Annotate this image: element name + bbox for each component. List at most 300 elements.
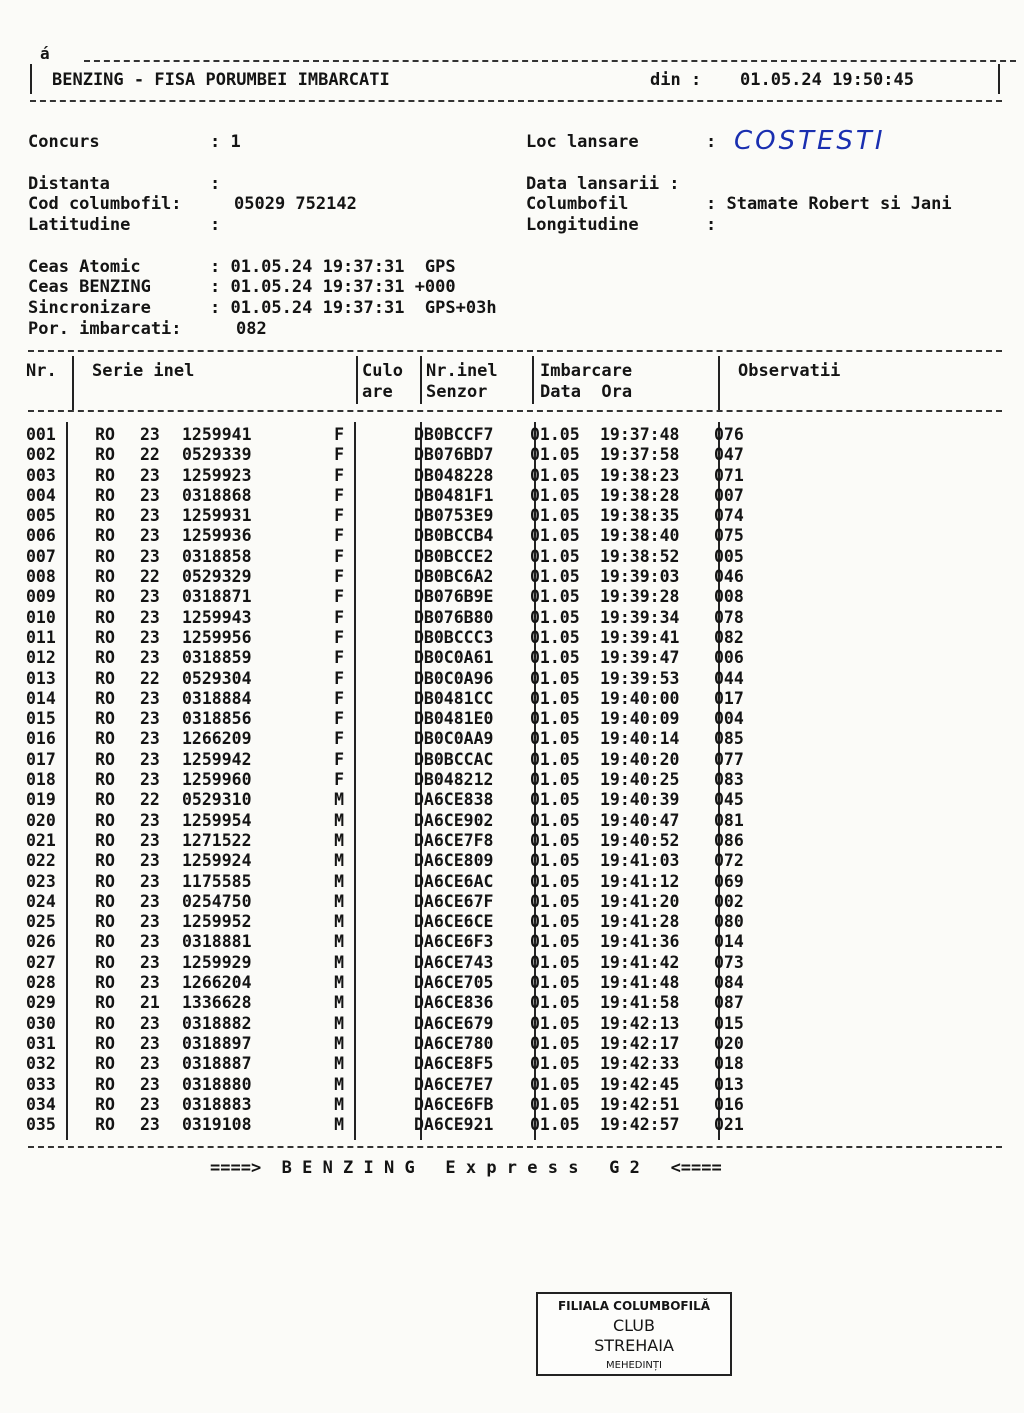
- row-tara: RO: [95, 607, 115, 627]
- row-data: 01.05: [530, 810, 580, 830]
- row-tara: RO: [95, 749, 115, 769]
- row-ring-number: 1259954: [182, 810, 252, 830]
- row-ring-number: 1271522: [182, 830, 252, 850]
- table-row: [26, 892, 774, 912]
- col-divider-culoare: [420, 356, 422, 404]
- row-observatii: 085: [714, 729, 744, 749]
- row-tara: RO: [95, 1054, 115, 1074]
- row-sex: M: [334, 993, 344, 1013]
- row-observatii: 087: [714, 993, 744, 1013]
- row-ring-number: 1259941: [182, 425, 252, 444]
- ceas-atomic-label: Ceas Atomic: [28, 257, 141, 277]
- table-row: [26, 872, 774, 892]
- row-nr: 021: [26, 830, 56, 850]
- row-ring-number: 1259956: [182, 627, 252, 647]
- row-sex: F: [334, 648, 344, 668]
- row-culoare: [350, 648, 410, 668]
- table-row: [26, 1115, 774, 1135]
- distanta-sep: :: [210, 174, 221, 194]
- porumbei-imbarcati-label: Por. imbarcati:: [28, 319, 182, 339]
- corner-mark: á: [40, 44, 50, 63]
- row-culoare: [350, 628, 410, 648]
- row-an: 23: [140, 871, 160, 891]
- row-data: 01.05: [530, 1013, 580, 1033]
- row-ring-number: 1259929: [182, 952, 252, 972]
- col-header-serie-inel: Serie inel: [92, 361, 195, 381]
- stamp-line-2: CLUB: [613, 1316, 655, 1335]
- row-culoare: [350, 709, 410, 729]
- row-data: 01.05: [530, 526, 580, 546]
- row-observatii: 020: [714, 1033, 744, 1053]
- row-data: 01.05: [530, 729, 580, 749]
- row-ring-number: 0318884: [182, 688, 252, 708]
- row-observatii: 045: [714, 790, 744, 810]
- row-sex: F: [334, 445, 344, 465]
- row-tara: RO: [95, 567, 115, 587]
- sincronizare-value: : 01.05.24 19:37:31 GPS+03h: [210, 298, 497, 318]
- row-senzor: DB0BCCF7: [414, 425, 494, 444]
- row-observatii: 004: [714, 709, 744, 729]
- table-row: [26, 648, 774, 668]
- row-ring-number: 0318897: [182, 1033, 252, 1053]
- row-ring-number: 0254750: [182, 891, 252, 911]
- row-ring-number: 1259931: [182, 506, 252, 526]
- footer-banner: ====> B E N Z I N G E x p r e s s G 2 <====: [210, 1158, 722, 1178]
- club-stamp: [536, 1292, 732, 1376]
- row-ring-number: 0318859: [182, 648, 252, 668]
- row-tara: RO: [95, 973, 115, 993]
- row-nr: 011: [26, 627, 56, 647]
- table-row: [26, 425, 774, 445]
- row-sex: F: [334, 668, 344, 688]
- row-ring-number: 1259923: [182, 465, 252, 485]
- row-sex: F: [334, 688, 344, 708]
- row-ring-number: 0318881: [182, 932, 252, 952]
- row-nr: 023: [26, 871, 56, 891]
- col-header-observatii: Observatii: [738, 361, 841, 381]
- row-observatii: 075: [714, 526, 744, 546]
- row-tara: RO: [95, 729, 115, 749]
- row-ring-number: 0318868: [182, 485, 252, 505]
- row-nr: 013: [26, 668, 56, 688]
- row-culoare: [350, 445, 410, 465]
- row-nr: 025: [26, 912, 56, 932]
- row-nr: 029: [26, 993, 56, 1013]
- row-ora: 19:39:41: [600, 627, 680, 647]
- row-nr: 018: [26, 770, 56, 790]
- row-senzor: DB0753E9: [414, 506, 494, 526]
- row-ring-number: 1259943: [182, 607, 252, 627]
- row-observatii: 013: [714, 1074, 744, 1094]
- row-ora: 19:40:09: [600, 709, 680, 729]
- row-tara: RO: [95, 932, 115, 952]
- row-data: 01.05: [530, 709, 580, 729]
- row-observatii: 018: [714, 1054, 744, 1074]
- row-senzor: DA6CE6FB: [414, 1094, 494, 1114]
- row-ora: 19:41:48: [600, 973, 680, 993]
- row-tara: RO: [95, 1115, 115, 1135]
- row-observatii: 073: [714, 952, 744, 972]
- row-ring-number: 0529304: [182, 668, 252, 688]
- col-header-nr: Nr.: [26, 361, 57, 381]
- row-nr: 012: [26, 648, 56, 668]
- row-nr: 032: [26, 1054, 56, 1074]
- row-an: 23: [140, 1033, 160, 1053]
- porumbei-imbarcati-value: 082: [236, 319, 267, 339]
- row-data: 01.05: [530, 506, 580, 526]
- row-senzor: DB048212: [414, 770, 494, 790]
- row-nr: 001: [26, 425, 56, 444]
- stamp-line-4: MEHEDINȚI: [606, 1360, 662, 1371]
- row-tara: RO: [95, 1074, 115, 1094]
- row-sex: M: [334, 973, 344, 993]
- row-data: 01.05: [530, 1074, 580, 1094]
- row-data: 01.05: [530, 749, 580, 769]
- row-data: 01.05: [530, 871, 580, 891]
- row-nr: 019: [26, 790, 56, 810]
- row-nr: 005: [26, 506, 56, 526]
- row-sex: F: [334, 607, 344, 627]
- row-an: 23: [140, 1013, 160, 1033]
- col-header-nrinel-2: Senzor: [426, 382, 488, 402]
- row-an: 23: [140, 932, 160, 952]
- row-tara: RO: [95, 587, 115, 607]
- row-observatii: 008: [714, 587, 744, 607]
- row-sex: M: [334, 851, 344, 871]
- longitudine-label: Longitudine: [526, 215, 639, 235]
- table-row: [26, 628, 774, 648]
- table-row: [26, 1095, 774, 1115]
- row-observatii: 072: [714, 851, 744, 871]
- row-nr: 020: [26, 810, 56, 830]
- row-senzor: DB0BCCE2: [414, 546, 494, 566]
- row-data: 01.05: [530, 668, 580, 688]
- row-tara: RO: [95, 425, 115, 444]
- row-data: 01.05: [530, 627, 580, 647]
- row-an: 23: [140, 749, 160, 769]
- row-data: 01.05: [530, 932, 580, 952]
- row-sex: F: [334, 770, 344, 790]
- row-observatii: 078: [714, 607, 744, 627]
- row-ora: 19:38:52: [600, 546, 680, 566]
- row-an: 22: [140, 567, 160, 587]
- row-ring-number: 1266209: [182, 729, 252, 749]
- row-culoare: [350, 1095, 410, 1115]
- concurs-value: : 1: [210, 132, 241, 152]
- row-culoare: [350, 1115, 410, 1135]
- row-data: 01.05: [530, 1115, 580, 1135]
- latitudine-sep: :: [210, 215, 221, 235]
- row-sex: M: [334, 1094, 344, 1114]
- row-observatii: 084: [714, 973, 744, 993]
- row-nr: 028: [26, 973, 56, 993]
- distanta-label: Distanta: [28, 174, 110, 194]
- row-ora: 19:37:48: [600, 425, 680, 444]
- row-ring-number: 0318882: [182, 1013, 252, 1033]
- row-observatii: 014: [714, 932, 744, 952]
- row-culoare: [350, 587, 410, 607]
- row-tara: RO: [95, 851, 115, 871]
- row-senzor: DA6CE780: [414, 1033, 494, 1053]
- row-data: 01.05: [530, 1033, 580, 1053]
- row-ring-number: 0529329: [182, 567, 252, 587]
- row-ora: 19:39:47: [600, 648, 680, 668]
- row-ring-number: 0319108: [182, 1115, 252, 1135]
- row-data: 01.05: [530, 587, 580, 607]
- row-an: 23: [140, 688, 160, 708]
- row-tara: RO: [95, 912, 115, 932]
- stamp-line-1: FILIALA COLUMBOFILĂ: [557, 1299, 711, 1313]
- row-an: 23: [140, 546, 160, 566]
- row-sex: F: [334, 425, 344, 444]
- row-data: 01.05: [530, 425, 580, 444]
- row-observatii: 017: [714, 688, 744, 708]
- row-ora: 19:40:00: [600, 688, 680, 708]
- row-nr: 030: [26, 1013, 56, 1033]
- row-sex: F: [334, 627, 344, 647]
- row-culoare: [350, 932, 410, 952]
- row-tara: RO: [95, 485, 115, 505]
- table-row: [26, 587, 774, 607]
- table-row: [26, 547, 774, 567]
- table-row: [26, 669, 774, 689]
- row-data: 01.05: [530, 912, 580, 932]
- col-divider-senzor: [532, 356, 534, 404]
- row-senzor: DB0481E0: [414, 709, 494, 729]
- row-ora: 19:38:40: [600, 526, 680, 546]
- header-left-border: [30, 64, 32, 94]
- row-an: 23: [140, 465, 160, 485]
- row-ora: 19:40:52: [600, 830, 680, 850]
- row-sex: M: [334, 1033, 344, 1053]
- row-nr: 007: [26, 546, 56, 566]
- row-senzor: DA6CE7F8: [414, 830, 494, 850]
- row-observatii: 069: [714, 871, 744, 891]
- row-sex: F: [334, 749, 344, 769]
- row-tara: RO: [95, 871, 115, 891]
- row-culoare: [350, 892, 410, 912]
- row-nr: 024: [26, 891, 56, 911]
- row-nr: 027: [26, 952, 56, 972]
- row-senzor: DA6CE679: [414, 1013, 494, 1033]
- col-header-nrinel-1: Nr.inel: [426, 361, 498, 381]
- row-tara: RO: [95, 506, 115, 526]
- row-ora: 19:42:17: [600, 1033, 680, 1053]
- col-divider-imbarcare: [718, 356, 720, 410]
- row-tara: RO: [95, 445, 115, 465]
- row-data: 01.05: [530, 790, 580, 810]
- row-ora: 19:41:58: [600, 993, 680, 1013]
- row-culoare: [350, 831, 410, 851]
- row-ring-number: 0318856: [182, 709, 252, 729]
- table-row: [26, 608, 774, 628]
- row-data: 01.05: [530, 770, 580, 790]
- row-data: 01.05: [530, 993, 580, 1013]
- row-tara: RO: [95, 993, 115, 1013]
- concurs-label: Concurs: [28, 132, 100, 152]
- row-ring-number: 1259952: [182, 912, 252, 932]
- row-tara: RO: [95, 891, 115, 911]
- row-an: 23: [140, 1074, 160, 1094]
- table-row: [26, 831, 774, 851]
- sincronizare-label: Sincronizare: [28, 298, 151, 318]
- columbofil-label: Columbofil: [526, 194, 629, 214]
- table-row: [26, 973, 774, 993]
- row-observatii: 081: [714, 810, 744, 830]
- row-nr: 031: [26, 1033, 56, 1053]
- row-culoare: [350, 689, 410, 709]
- row-ora: 19:39:28: [600, 587, 680, 607]
- row-ora: 19:41:36: [600, 932, 680, 952]
- row-nr: 002: [26, 445, 56, 465]
- row-ora: 19:39:03: [600, 567, 680, 587]
- table-row: [26, 993, 774, 1013]
- row-data: 01.05: [530, 607, 580, 627]
- row-ora: 19:39:53: [600, 668, 680, 688]
- row-nr: 003: [26, 465, 56, 485]
- row-an: 21: [140, 993, 160, 1013]
- row-culoare: [350, 1014, 410, 1034]
- row-culoare: [350, 872, 410, 892]
- row-sex: F: [334, 485, 344, 505]
- row-culoare: [350, 466, 410, 486]
- table-row: [26, 912, 774, 932]
- loc-lansare-label: Loc lansare: [526, 132, 639, 152]
- row-culoare: [350, 567, 410, 587]
- data-lansarii-label: Data lansarii :: [526, 174, 680, 194]
- row-data: 01.05: [530, 485, 580, 505]
- row-an: 23: [140, 425, 160, 444]
- table-row: [26, 1054, 774, 1074]
- row-ring-number: 0529339: [182, 445, 252, 465]
- row-data: 01.05: [530, 546, 580, 566]
- row-an: 23: [140, 587, 160, 607]
- table-row: [26, 851, 774, 871]
- row-nr: 009: [26, 587, 56, 607]
- row-ora: 19:41:20: [600, 891, 680, 911]
- row-data: 01.05: [530, 445, 580, 465]
- row-senzor: DB076BD7: [414, 445, 494, 465]
- table-row: [26, 689, 774, 709]
- row-tara: RO: [95, 790, 115, 810]
- loc-lansare-handwritten: COSTESTI: [734, 126, 886, 156]
- row-sex: F: [334, 587, 344, 607]
- row-culoare: [350, 669, 410, 689]
- row-ring-number: 1336628: [182, 993, 252, 1013]
- row-senzor: DB0BCCB4: [414, 526, 494, 546]
- row-ring-number: 1259942: [182, 749, 252, 769]
- header-right-border: [998, 64, 1000, 94]
- row-ring-number: 0318883: [182, 1094, 252, 1114]
- table-row: [26, 506, 774, 526]
- col-header-imbarcare-1: Imbarcare: [540, 361, 633, 381]
- header-top-rule: [84, 60, 1016, 62]
- table-row: [26, 770, 774, 790]
- row-observatii: 046: [714, 567, 744, 587]
- table-row: [26, 932, 774, 952]
- row-tara: RO: [95, 952, 115, 972]
- row-nr: 033: [26, 1074, 56, 1094]
- row-observatii: 044: [714, 668, 744, 688]
- row-an: 23: [140, 506, 160, 526]
- row-nr: 035: [26, 1115, 56, 1135]
- row-senzor: DB0C0AA9: [414, 729, 494, 749]
- table-row: [26, 445, 774, 465]
- row-senzor: DB076B80: [414, 607, 494, 627]
- row-sex: M: [334, 790, 344, 810]
- row-data: 01.05: [530, 1054, 580, 1074]
- row-sex: F: [334, 506, 344, 526]
- row-observatii: 076: [714, 425, 744, 444]
- row-sex: M: [334, 912, 344, 932]
- row-culoare: [350, 486, 410, 506]
- row-observatii: 015: [714, 1013, 744, 1033]
- loc-lansare-sep: :: [706, 132, 717, 152]
- row-culoare: [350, 608, 410, 628]
- row-data: 01.05: [530, 567, 580, 587]
- cod-columbofil-label: Cod columbofil:: [28, 194, 182, 214]
- row-nr: 010: [26, 607, 56, 627]
- table-row: [26, 1014, 774, 1034]
- row-ora: 19:40:39: [600, 790, 680, 810]
- row-an: 23: [140, 810, 160, 830]
- row-senzor: DA6CE6AC: [414, 871, 494, 891]
- table-row: [26, 466, 774, 486]
- row-senzor: DA6CE6F3: [414, 932, 494, 952]
- row-sex: F: [334, 709, 344, 729]
- table-row: [26, 567, 774, 587]
- row-ring-number: 0318871: [182, 587, 252, 607]
- row-sex: M: [334, 891, 344, 911]
- row-nr: 008: [26, 567, 56, 587]
- row-data: 01.05: [530, 952, 580, 972]
- table-bottom-rule: [28, 1146, 1002, 1148]
- row-culoare: [350, 811, 410, 831]
- row-ora: 19:42:51: [600, 1094, 680, 1114]
- row-senzor: DA6CE921: [414, 1115, 494, 1135]
- row-senzor: DA6CE743: [414, 952, 494, 972]
- row-ora: 19:42:13: [600, 1013, 680, 1033]
- row-senzor: DB0BCCC3: [414, 627, 494, 647]
- row-data: 01.05: [530, 891, 580, 911]
- row-culoare: [350, 953, 410, 973]
- row-senzor: DA6CE67F: [414, 891, 494, 911]
- row-sex: F: [334, 567, 344, 587]
- row-data: 01.05: [530, 851, 580, 871]
- ceas-atomic-value: : 01.05.24 19:37:31 GPS: [210, 257, 456, 277]
- row-senzor: DB0C0A61: [414, 648, 494, 668]
- table-header-top-rule: [28, 350, 1002, 352]
- col-header-culoare-2: are: [362, 382, 393, 402]
- row-observatii: 083: [714, 770, 744, 790]
- row-observatii: 071: [714, 465, 744, 485]
- row-tara: RO: [95, 627, 115, 647]
- row-culoare: [350, 790, 410, 810]
- row-tara: RO: [95, 770, 115, 790]
- row-data: 01.05: [530, 973, 580, 993]
- row-tara: RO: [95, 688, 115, 708]
- row-observatii: 016: [714, 1094, 744, 1114]
- row-culoare: [350, 912, 410, 932]
- row-culoare: [350, 526, 410, 546]
- row-data: 01.05: [530, 1094, 580, 1114]
- row-ring-number: 1259960: [182, 770, 252, 790]
- row-an: 23: [140, 627, 160, 647]
- row-an: 23: [140, 485, 160, 505]
- row-senzor: DB0BC6A2: [414, 567, 494, 587]
- row-senzor: DB0481F1: [414, 485, 494, 505]
- row-culoare: [350, 851, 410, 871]
